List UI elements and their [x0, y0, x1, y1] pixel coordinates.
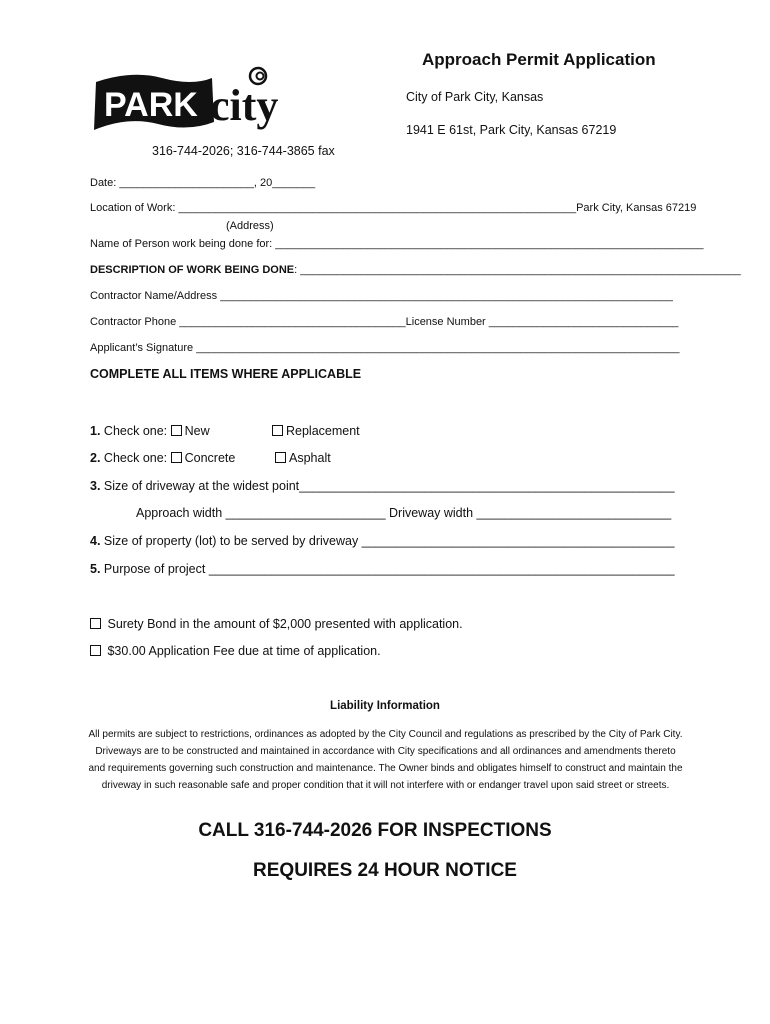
q3-text[interactable]: Size of driveway at the widest point______________________________________________________ — [100, 479, 675, 493]
contractor-phone-field[interactable]: Contractor Phone _____________________________________License Number _______________________________ — [90, 316, 679, 328]
approach-width-field[interactable]: Approach width _______________________ Driveway width ____________________________ — [136, 506, 672, 520]
q5-number: 5. — [90, 562, 101, 576]
new-option-label: New — [184, 424, 210, 438]
replacement-checkbox[interactable] — [272, 425, 283, 436]
question-3[interactable] — [90, 479, 675, 493]
address-line: 1941 E 61st, Park City, Kansas 67219 — [406, 123, 617, 137]
description-line[interactable]: : ________________________________________________________________________ — [294, 264, 741, 276]
asphalt-option-label: Asphalt — [289, 451, 331, 465]
logo-city-text: city — [210, 81, 279, 130]
person-field[interactable]: Name of Person work being done for: ______________________________________________________________________ — [90, 238, 704, 250]
q1-number: 1. — [90, 424, 101, 438]
description-label: DESCRIPTION OF WORK BEING DONE — [90, 264, 295, 276]
question-4[interactable] — [90, 534, 675, 548]
description-field[interactable] — [90, 264, 741, 276]
inspections-call: CALL 316-744-2026 FOR INSPECTIONS — [198, 820, 552, 841]
phone-line: 316-744-2026; 316-744-3865 fax — [152, 144, 335, 158]
q3-number: 3. — [90, 479, 101, 493]
logo-park-text: PARK — [104, 86, 198, 124]
address-caption: (Address) — [226, 220, 274, 232]
question-5[interactable] — [90, 562, 675, 576]
asphalt-checkbox[interactable] — [275, 452, 286, 463]
surety-label: Surety Bond in the amount of $2,000 presented with application. — [107, 617, 463, 631]
concrete-option-label: Concrete — [184, 451, 236, 465]
fee-item — [90, 644, 381, 658]
liability-title: Liability Information — [330, 700, 440, 712]
q1-label: Check one: — [100, 424, 171, 438]
location-field[interactable]: Location of Work: _________________________________________________________________Park City, Kansas 67219 — [90, 202, 697, 214]
park-city-logo — [92, 64, 320, 142]
replacement-option — [272, 424, 360, 438]
concrete-checkbox[interactable] — [171, 452, 182, 463]
form-title: Approach Permit Application — [422, 50, 656, 69]
q4-number: 4. — [90, 534, 101, 548]
city-line: City of Park City, Kansas — [406, 90, 544, 104]
q2-number: 2. — [90, 451, 101, 465]
question-2 — [90, 451, 235, 465]
surety-bond-item — [90, 617, 463, 631]
date-field[interactable]: Date: ______________________, 20_______ — [90, 177, 316, 189]
contractor-field[interactable]: Contractor Name/Address __________________________________________________________________________ — [90, 290, 673, 302]
fee-label: $30.00 Application Fee due at time of application. — [107, 644, 381, 658]
notice-text: REQUIRES 24 HOUR NOTICE — [253, 860, 517, 881]
asphalt-option — [275, 451, 331, 465]
q4-text[interactable]: Size of property (lot) to be served by driveway _____________________________________________ — [100, 534, 675, 548]
replacement-option-label: Replacement — [286, 424, 360, 438]
new-checkbox[interactable] — [171, 425, 182, 436]
question-1 — [90, 424, 210, 438]
surety-checkbox[interactable] — [90, 618, 101, 629]
q5-text[interactable]: Purpose of project ___________________________________________________________________ — [100, 562, 675, 576]
liability-body: All permits are subject to restrictions, ordinances as adopted by the City Council and regulations as prescribed by the City of Park City. Driveways are to be constructed and maintained in accordance with City specifications and all ordinances and amendments thereto and requirements governing such construction and maintenance. The Owner binds and obligates himself to construct and maintain the driveway in such reasonable safe and proper condition that it will not interfere with or endanger travel upon said street or streets. — [88, 729, 683, 791]
fee-checkbox[interactable] — [90, 645, 101, 656]
q2-label: Check one: — [100, 451, 171, 465]
items-heading: COMPLETE ALL ITEMS WHERE APPLICABLE — [90, 367, 362, 381]
signature-field[interactable]: Applicant’s Signature _______________________________________________________________________________ — [90, 342, 680, 354]
